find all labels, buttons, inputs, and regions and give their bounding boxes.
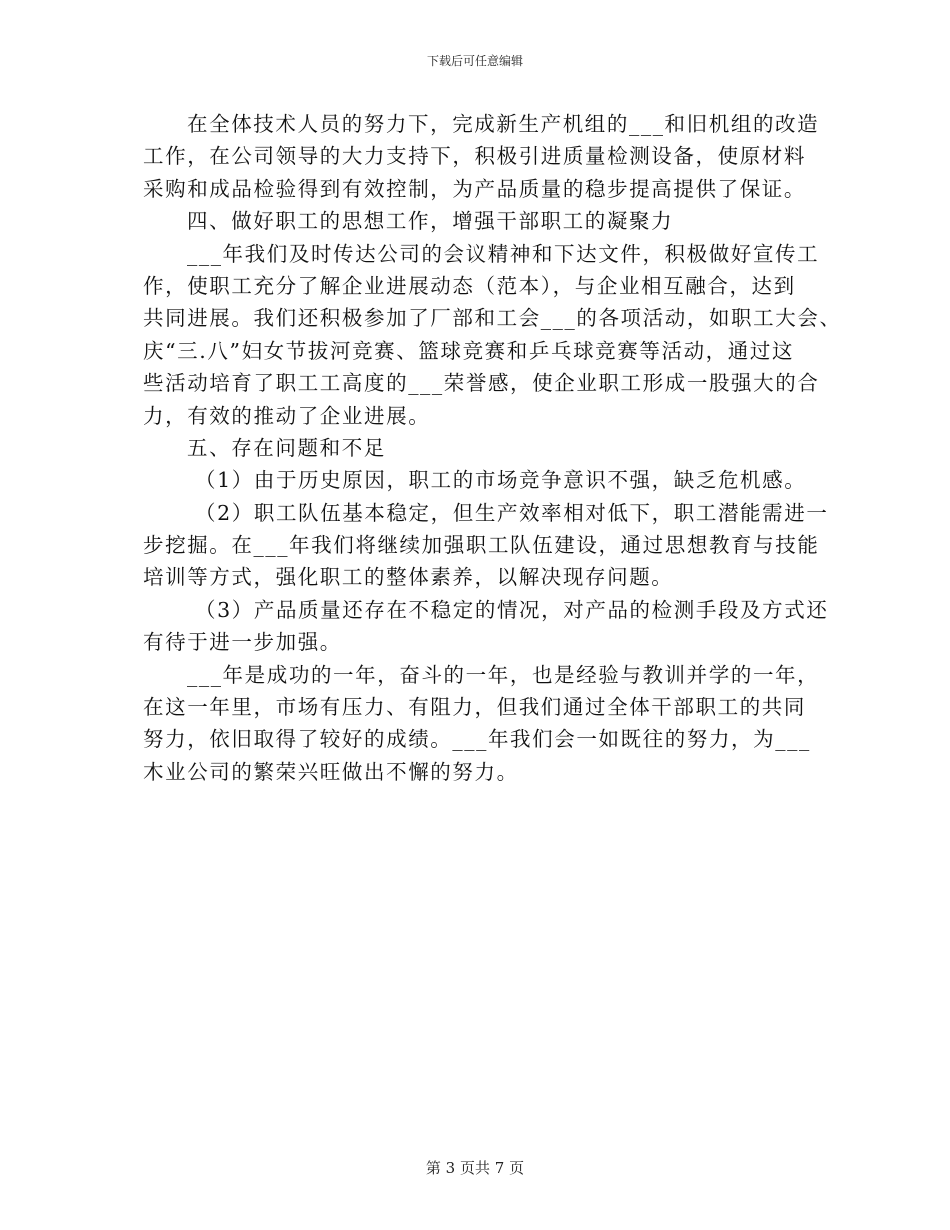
text-line: （1）由于历史原因，职工的市场竞争意识不强，缺乏危机感。 <box>195 468 807 493</box>
text-line: 木业公司的繁荣兴旺做出不懈的努力。 <box>143 759 519 784</box>
text-line: 作，使职工充分了解企业进展动态（范本），与企业相互融合，达到 <box>143 273 796 298</box>
page-footer: 第 3 页共 7 页 <box>425 1159 525 1177</box>
text-line: （3）产品质量还存在不稳定的情况，对产品的检测手段及方式还 <box>195 597 829 622</box>
text-line: 在全体技术人员的努力下，完成新生产机组的___和旧机组的改造 <box>187 112 820 136</box>
text-line: 力，有效的推动了企业进展。 <box>143 403 431 428</box>
text-line: 五、存在问题和不足 <box>187 435 386 460</box>
text-line: ___年我们及时传达公司的会议精神和下达文件，积极做好宣传工 <box>187 241 820 266</box>
text-line: （2）职工队伍基本稳定，但生产效率相对低下，职工潜能需进一 <box>195 500 829 525</box>
text-line: ___年是成功的一年，奋斗的一年，也是经验与教训并学的一年， <box>187 662 820 687</box>
text-line: 工作，在公司领导的大力支持下，积极引进质量检测设备，使原材料 <box>143 144 806 169</box>
text-line: 在这一年里，市场有压力、有阻力，但我们通过全体干部职工的共同 <box>143 695 806 720</box>
text-line: 共同进展。我们还积极参加了厂部和工会___的各项活动，如职工大会、 <box>143 306 842 331</box>
document-body <box>143 108 842 788</box>
text-line: 培训等方式，强化职工的整体素养，以解决现存问题。 <box>143 565 674 590</box>
text-line: 四、做好职工的思想工作，增强干部职工的凝聚力 <box>187 209 674 234</box>
text-line: 步挖掘。在___年我们将继续加强职工队伍建设，通过思想教育与技能 <box>143 533 820 558</box>
text-line: 有待于进一步加强。 <box>143 630 342 655</box>
text-line: 努力，依旧取得了较好的成绩。___年我们会一如既往的努力，为___ <box>143 727 811 752</box>
text-line: 庆“三.八”妇女节拔河竞赛、篮球竞赛和乒乓球竞赛等活动，通过这 <box>143 338 795 363</box>
text-line: 些活动培育了职工工高度的___荣誉感，使企业职工形成一股强大的合 <box>143 371 820 396</box>
text-line: 采购和成品检验得到有效控制，为产品质量的稳步提高提供了保证。 <box>143 176 806 201</box>
page-header: 下载后可任意编辑 <box>426 54 523 68</box>
